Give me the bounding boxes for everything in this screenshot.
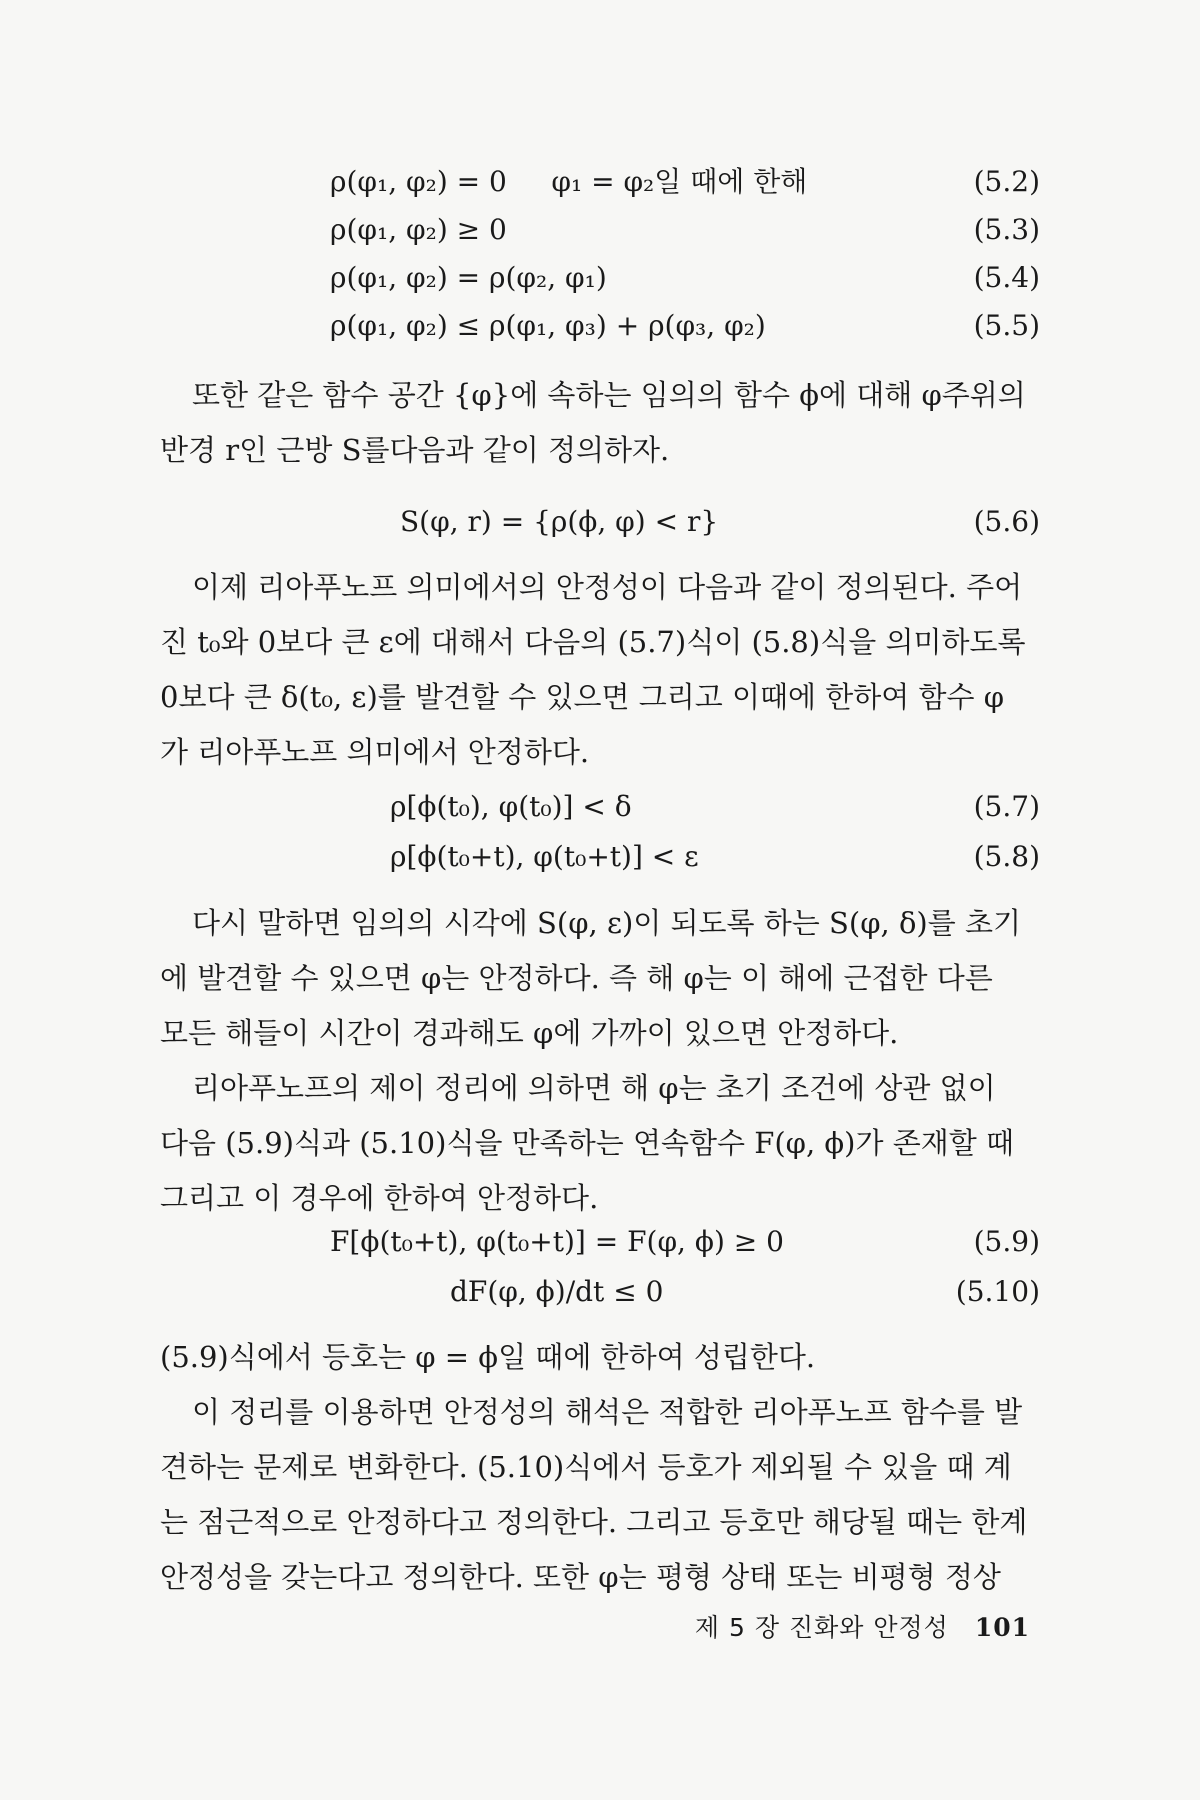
paragraph-second-theorem [160, 1061, 1040, 1226]
chapter-title: 제 5 장 진화와 안정성 [694, 1613, 949, 1642]
equation-5-8 [160, 835, 1040, 879]
text-line: 다시 말하면 임의의 시각에 S(φ, ε)이 되도록 하는 S(φ, δ)를 초기 [192, 906, 1021, 940]
text-line: (5.9)식에서 등호는 φ = ϕ일 때에 한하여 성립한다. [160, 1340, 816, 1374]
equation-expression: ρ(φ₁, φ₂) ≥ 0 [330, 213, 507, 246]
equation-5-9 [160, 1220, 1040, 1264]
equation-5-6 [160, 500, 1040, 544]
paragraph-asymptotic-stability [160, 1385, 1040, 1605]
equation-expression: ρ[ϕ(t₀+t), φ(t₀+t)] < ε [390, 840, 699, 873]
page-footer [695, 1608, 1030, 1644]
text-line: 0보다 큰 δ(t₀, ε)를 발견할 수 있으면 그리고 이때에 한하여 함수 φ [160, 680, 1005, 714]
paragraph-neighborhood [160, 368, 1040, 478]
equation-expression: S(φ, r) = {ρ(ϕ, φ) < r} [400, 505, 719, 538]
equation-5-5 [160, 304, 1040, 348]
equation-expression: F[ϕ(t₀+t), φ(t₀+t)] = F(φ, ϕ) ≥ 0 [330, 1225, 784, 1258]
paragraph-interpretation [160, 896, 1040, 1061]
paragraph-lyapunov-definition [160, 560, 1040, 780]
equation-expression: dF(φ, ϕ)/dt ≤ 0 [450, 1275, 664, 1308]
equation-expression: ρ[ϕ(t₀), φ(t₀)] < δ [390, 790, 632, 823]
equation-expression: ρ(φ₁, φ₂) = ρ(φ₂, φ₁) [330, 261, 607, 294]
text-line: 가 리아푸노프 의미에서 안정하다. [160, 735, 590, 769]
text-line: 는 점근적으로 안정하다고 정의한다. 그리고 등호만 해당될 때는 한계 [160, 1505, 1028, 1539]
text-line: 이 정리를 이용하면 안정성의 해석은 적합한 리아푸노프 함수를 발 [192, 1395, 1023, 1429]
equation-number: (5.9) [973, 1225, 1040, 1258]
paragraph-equality-condition [160, 1330, 1040, 1385]
equation-number: (5.7) [973, 790, 1040, 823]
equation-number: (5.2) [973, 165, 1040, 198]
equation-5-3 [160, 208, 1040, 252]
text-line: 리아푸노프의 제이 정리에 의하면 해 φ는 초기 조건에 상관 없이 [192, 1071, 996, 1105]
text-line: 진 t₀와 0보다 큰 ε에 대해서 다음의 (5.7)식이 (5.8)식을 의미하도록 [160, 625, 1026, 659]
text-line: 또한 같은 함수 공간 {φ}에 속하는 임의의 함수 ϕ에 대해 φ주위의 [192, 378, 1026, 412]
equation-number: (5.3) [973, 213, 1040, 246]
equation-number: (5.6) [973, 505, 1040, 538]
text-line: 다음 (5.9)식과 (5.10)식을 만족하는 연속함수 F(φ, ϕ)가 존재할 때 [160, 1126, 1014, 1160]
equation-expression: ρ(φ₁, φ₂) ≤ ρ(φ₁, φ₃) + ρ(φ₃, φ₂) [330, 309, 766, 342]
equation-number: (5.4) [973, 261, 1040, 294]
equation-number: (5.10) [955, 1275, 1040, 1308]
text-line: 그리고 이 경우에 한하여 안정하다. [160, 1181, 599, 1215]
equation-expression: ρ(φ₁, φ₂) = 0 φ₁ = φ₂일 때에 한해 [330, 165, 808, 198]
text-line: 모든 해들이 시간이 경과해도 φ에 가까이 있으면 안정하다. [160, 1016, 899, 1050]
text-line: 안정성을 갖는다고 정의한다. 또한 φ는 평형 상태 또는 비평형 정상 [160, 1560, 1001, 1594]
equation-5-4 [160, 256, 1040, 300]
equation-number: (5.5) [973, 309, 1040, 342]
text-line: 이제 리아푸노프 의미에서의 안정성이 다음과 같이 정의된다. 주어 [192, 570, 1023, 604]
text-line: 에 발견할 수 있으면 φ는 안정하다. 즉 해 φ는 이 해에 근접한 다른 [160, 961, 993, 995]
equation-5-10 [160, 1270, 1040, 1314]
text-line: 반경 r인 근방 S를다음과 같이 정의하자. [160, 433, 670, 467]
page-number: 101 [974, 1613, 1030, 1642]
text-line: 견하는 문제로 변화한다. (5.10)식에서 등호가 제외될 수 있을 때 계 [160, 1450, 1012, 1484]
equation-number: (5.8) [973, 840, 1040, 873]
equation-5-2 [160, 160, 1040, 204]
equation-5-7 [160, 785, 1040, 829]
